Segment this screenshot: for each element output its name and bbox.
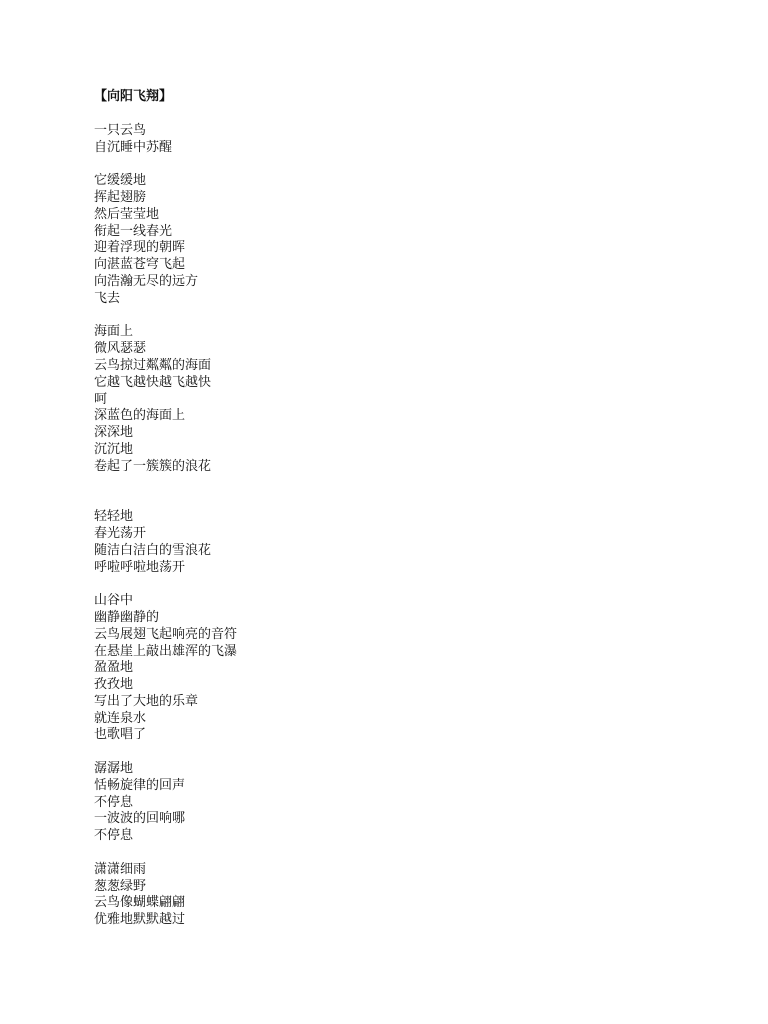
poem-line: 它缓缓地: [94, 173, 147, 189]
poem-line: 深蓝色的海面上: [94, 408, 186, 424]
poem-line: 云鸟展翅飞起响亮的音符: [94, 626, 238, 642]
poem-line: 微风瑟瑟: [94, 341, 147, 357]
poem-line: 呼啦呼啦地荡开: [94, 559, 186, 575]
poem-line: 不停息: [94, 828, 134, 844]
poem-line: 自沉睡中苏醒: [94, 139, 173, 155]
stanza-7: [94, 862, 694, 929]
poem-line: 呵: [94, 391, 108, 407]
poem-line: 它越飞越快越飞越快: [94, 374, 212, 390]
poem-line: 云鸟像蝴蝶翩翩: [94, 895, 186, 911]
poem-line: 潇潇细雨: [94, 861, 147, 877]
poem-line: 不停息: [94, 794, 134, 810]
poem-line: 孜孜地: [94, 677, 134, 693]
poem-line: 潺潺地: [94, 761, 134, 777]
stanza-3: [94, 324, 694, 475]
poem-line: 在悬崖上敲出雄浑的飞瀑: [94, 643, 238, 659]
stanza-6: [94, 761, 694, 845]
poem-line: 迎着浮现的朝晖: [94, 240, 186, 256]
poem-line: 飞去: [94, 290, 121, 306]
poem-line: 向湛蓝苍穹飞起: [94, 257, 186, 273]
poem-line: 一波波的回响哪: [94, 811, 186, 827]
poem-line: 卷起了一簇簇的浪花: [94, 458, 212, 474]
stanza-2: [94, 173, 694, 307]
poem-line: 优雅地默默越过: [94, 912, 186, 928]
stanza-1: [94, 123, 694, 157]
poem-line: 随洁白洁白的雪浪花: [94, 542, 212, 558]
document-page: [94, 89, 694, 946]
stanza-4: [94, 509, 694, 576]
poem-line: 向浩瀚无尽的远方: [94, 273, 199, 289]
poem-line: 盈盈地: [94, 660, 134, 676]
poem-title: 【向阳飞翔】: [94, 89, 173, 104]
poem-line: 挥起翅膀: [94, 189, 147, 205]
poem-line: 写出了大地的乐章: [94, 693, 199, 709]
poem-line: 轻轻地: [94, 509, 134, 525]
poem-line: 一只云鸟: [94, 122, 147, 138]
poem-line: 葱葱绿野: [94, 878, 147, 894]
poem-line: 衔起一线春光: [94, 223, 173, 239]
poem-line: 春光荡开: [94, 525, 147, 541]
poem-line: 然后莹莹地: [94, 206, 160, 222]
poem-line: 也歌唱了: [94, 727, 147, 743]
poem-line: 云鸟掠过粼粼的海面: [94, 357, 212, 373]
poem-line: 深深地: [94, 425, 134, 441]
poem-line: 幽静幽静的: [94, 609, 160, 625]
poem-line: 沉沉地: [94, 441, 134, 457]
poem-line: 海面上: [94, 324, 134, 340]
poem-line: 恬畅旋律的回声: [94, 777, 186, 793]
poem-line: 就连泉水: [94, 710, 147, 726]
stanza-5: [94, 593, 694, 744]
poem-line: 山谷中: [94, 593, 134, 609]
